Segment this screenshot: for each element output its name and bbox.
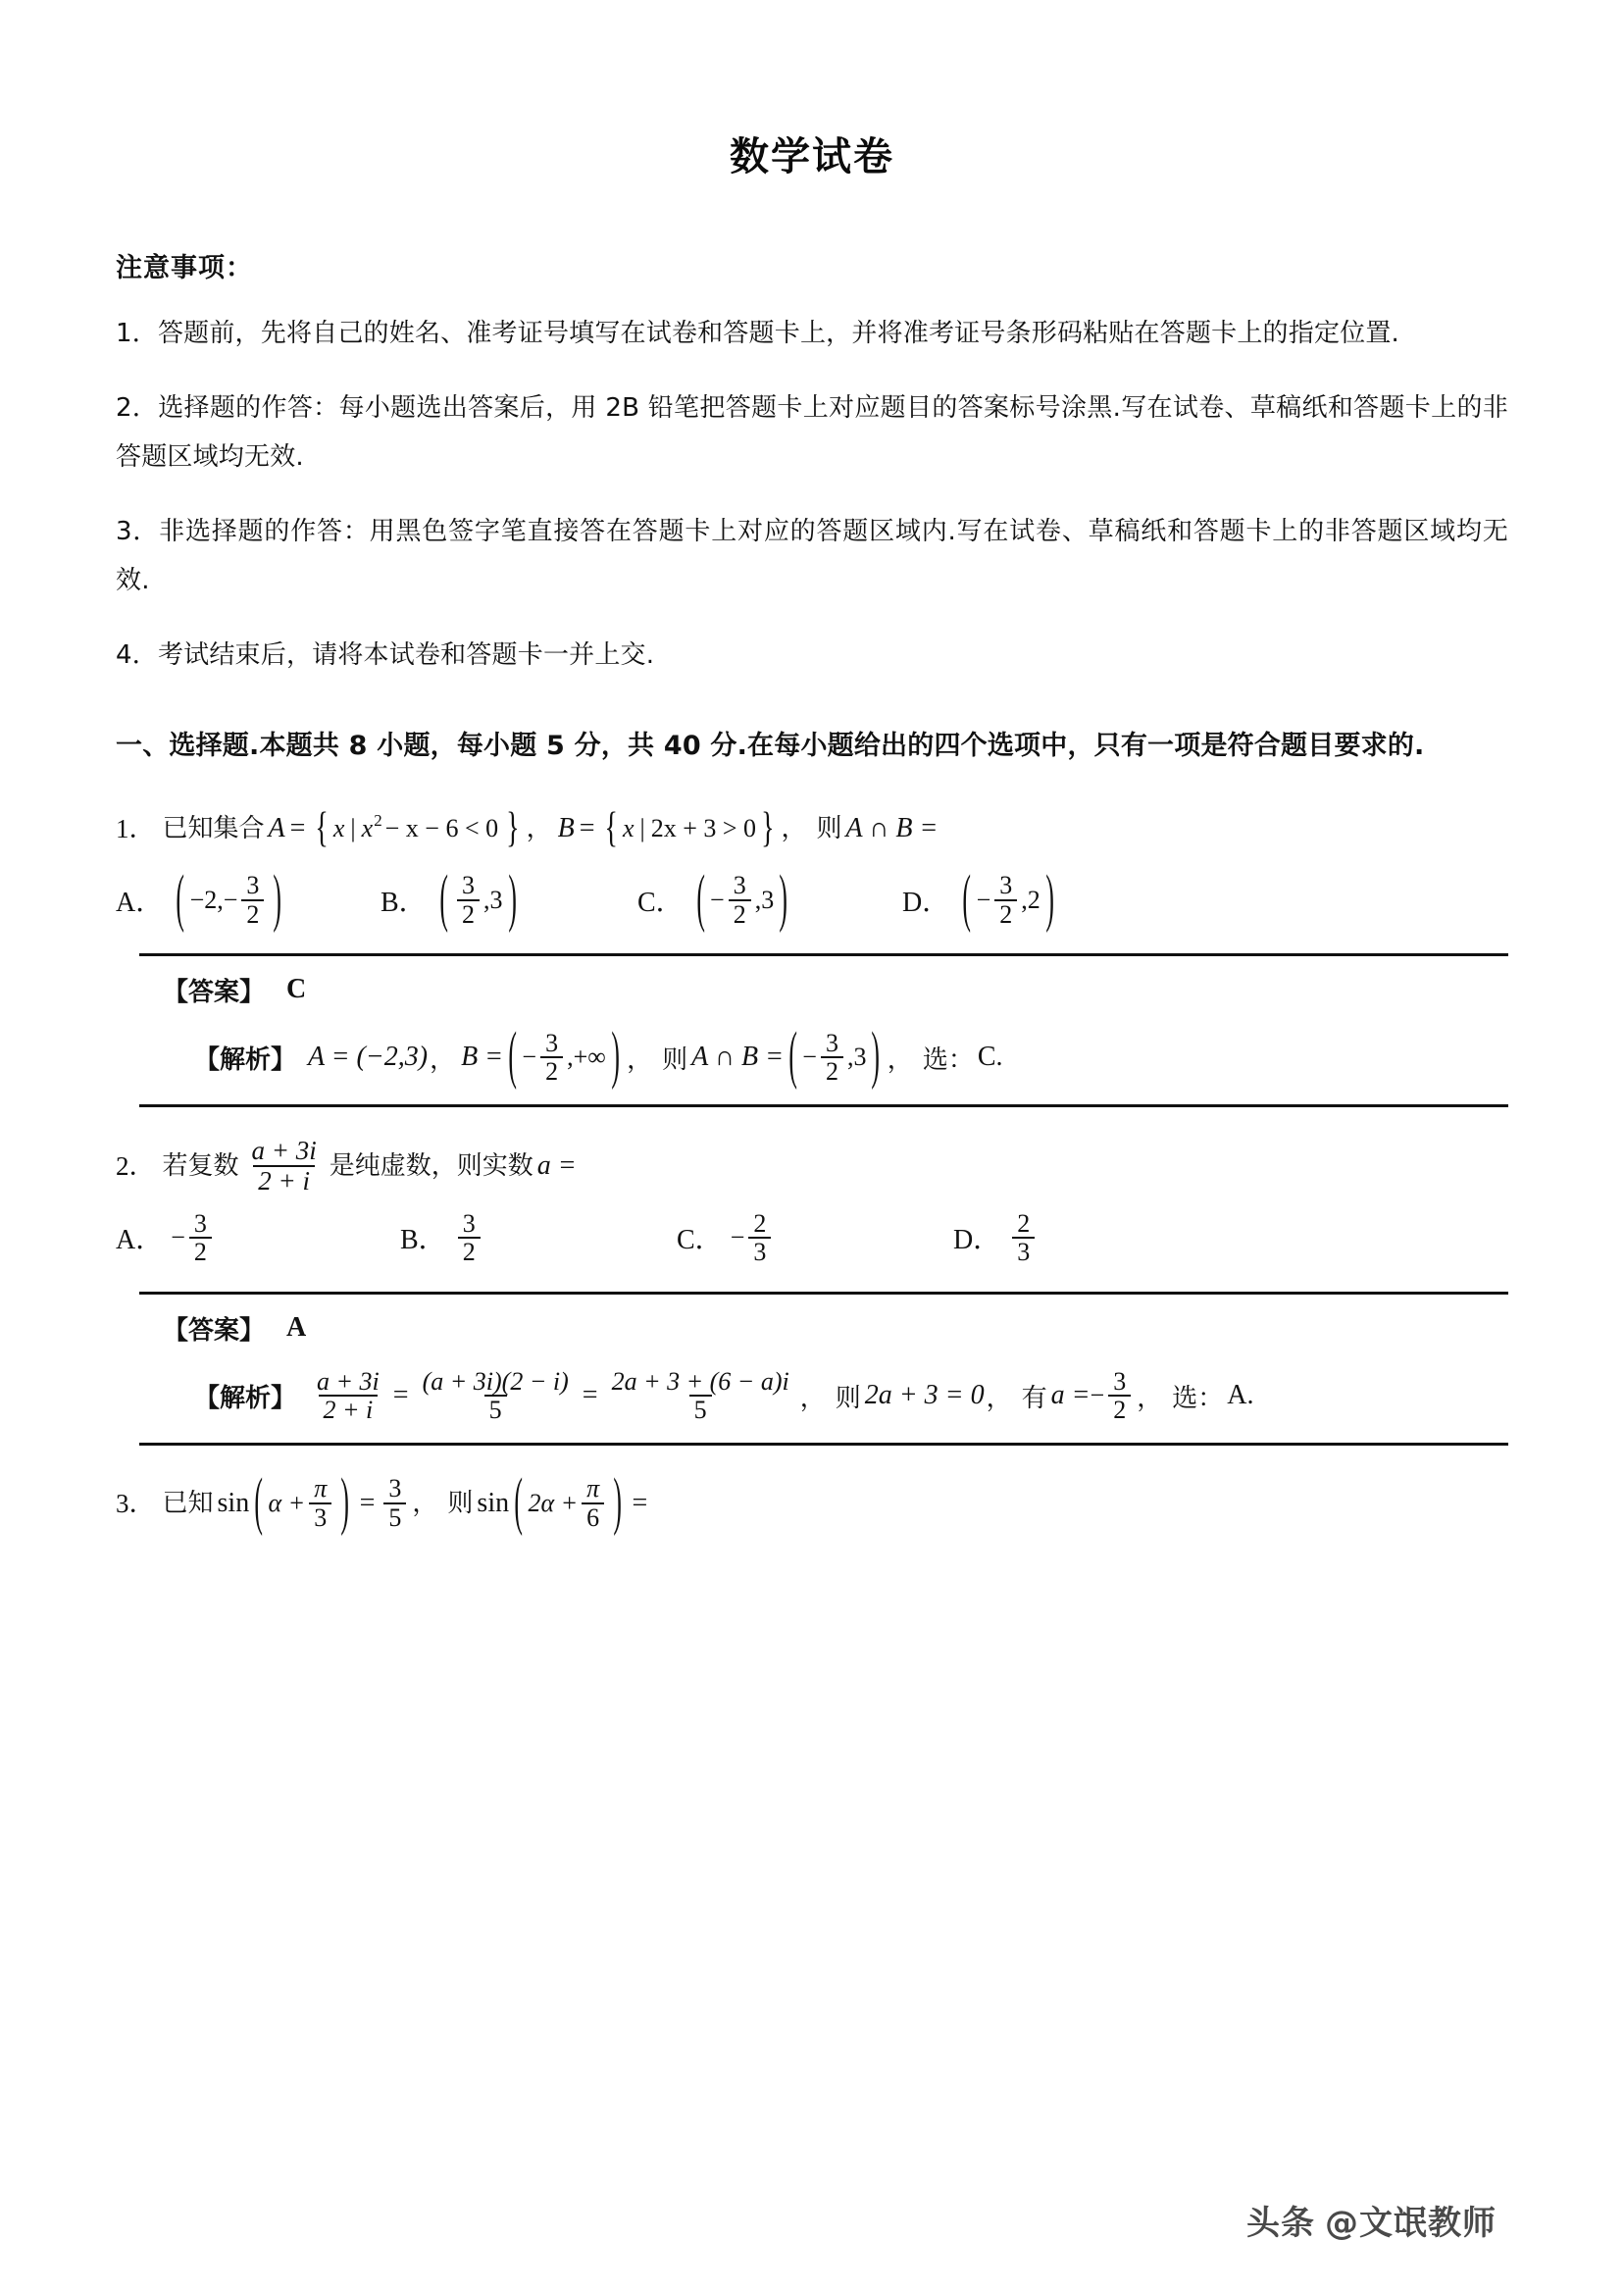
left-paren-icon: ( (508, 1020, 518, 1093)
fraction: $\frac{a + 3i}{2 + i}$ (317, 1366, 380, 1425)
question-3-expr-2: sin ( 2α + $\frac{\pi}{6}$ ) = (477, 1466, 648, 1538)
fraction: $\frac{(a + 3i)(2 - i)}{5}$ (422, 1366, 569, 1425)
fraction: $\frac{3}{2}$ (1108, 1368, 1131, 1424)
right-brace-icon: } (761, 804, 775, 852)
fraction: $\frac{3}{2}$ (241, 872, 264, 928)
left-paren-icon: ( (514, 1466, 524, 1538)
fraction: $\frac{3}{2}$ (457, 872, 480, 928)
right-paren-icon: ) (613, 1466, 623, 1538)
right-paren-icon: ) (871, 1020, 881, 1093)
question-1-analysis: 【解析】 A = (−2,3) ， B = ( − $\frac{3}{2}$ ,+∞ ) ， 则 A ∩ B = ( − $\frac{3}{2}$ ,3 ) ， 选： C. (194, 1020, 1003, 1093)
question-2-option-d[interactable]: D． $\frac{2}{3}$ (953, 1210, 1039, 1266)
fraction: $\frac{a + 3i}{2 + i}$ (251, 1136, 317, 1196)
fraction: $\frac{3}{2}$ (458, 1210, 481, 1266)
left-paren-icon: ( (254, 1466, 264, 1538)
comma-1: ， (526, 814, 552, 844)
fraction: $\frac{3}{5}$ (383, 1475, 406, 1531)
question-1-stem (116, 801, 1508, 856)
fraction: $\frac{2a + 3 + (6 - a)i}{5}$ (611, 1366, 789, 1425)
question-2-fraction (243, 1137, 326, 1195)
notice-item-4: 4．考试结束后，请将本试卷和答题卡一并上交. (116, 639, 655, 670)
notice-heading: 注意事项： (116, 253, 253, 283)
question-2-stem-mid: 是纯虚数，则实数 (329, 1150, 533, 1181)
question-2-answer: 【答案】 A (163, 1312, 307, 1346)
question-3 (116, 1466, 1508, 1538)
left-paren-icon: ( (439, 862, 448, 935)
page-title: 数学试卷 (730, 134, 894, 179)
fraction: $\frac{3}{2}$ (729, 872, 751, 928)
question-1-option-d[interactable]: D． ( − $\frac{3}{2}$ ,2 ) (902, 862, 1054, 935)
fraction: $\frac{2}{3}$ (1012, 1210, 1035, 1266)
fraction: $\frac{3}{2}$ (189, 1210, 212, 1266)
question-2-option-a[interactable]: A． − $\frac{3}{2}$ (116, 1210, 400, 1266)
question-1-then: 则 (816, 814, 842, 844)
question-1-options (116, 862, 1508, 935)
question-2-answer-box (139, 1292, 1508, 1447)
question-1-stem-prefix: 已知集合 (162, 814, 265, 844)
question-1-option-c[interactable]: C． ( − $\frac{3}{2}$ ,3 ) (637, 862, 788, 935)
question-2-number: 2． (116, 1150, 156, 1181)
question-3-stem: 3． 已知 sin ( α + $\frac{\pi}{3}$ ) = $\frac{3}{5}$ ， 则 sin ( 2α + $\frac{\pi}{6}$ ) = (116, 1475, 1508, 1531)
question-2-stem-prefix: 若复数 (162, 1150, 239, 1181)
right-paren-icon: ) (1045, 862, 1054, 935)
fraction: $\frac{2}{3}$ (748, 1210, 771, 1266)
set-a-braces: { x | x 2 − x − 6 < 0 } (310, 803, 524, 854)
question-2-stem (116, 1137, 1508, 1195)
right-brace-icon: } (506, 804, 520, 852)
watermark-brand: 头条 (1246, 2204, 1315, 2243)
right-paren-icon: ) (273, 862, 282, 935)
question-3-expr-1: sin ( α + $\frac{\pi}{3}$ ) = $\frac{3}{5}$ (218, 1475, 411, 1531)
set-bar-icon: | (350, 814, 356, 843)
left-paren-icon: ( (962, 862, 972, 935)
question-1-set-b: B = { x | 2x + 3 > 0 } (558, 801, 780, 856)
right-paren-icon: ) (340, 1466, 350, 1538)
watermark (1246, 2196, 1497, 2244)
question-1-answer-box (139, 953, 1508, 1108)
comma-2: ， (781, 814, 807, 844)
question-2 (116, 1137, 1508, 1446)
right-paren-icon: ) (611, 1020, 620, 1093)
question-2-option-b[interactable]: B． $\frac{3}{2}$ (400, 1210, 677, 1266)
watermark-handle: @文氓教师 (1325, 2204, 1497, 2243)
question-1 (116, 801, 1508, 1107)
left-brace-icon: { (604, 804, 618, 852)
right-paren-icon: ) (507, 862, 517, 935)
left-paren-icon: ( (696, 862, 705, 935)
question-2-option-c[interactable]: C． − $\frac{2}{3}$ (677, 1210, 953, 1266)
fraction: $\frac{\pi}{6}$ (582, 1475, 604, 1531)
question-3-stem-prefix: 已知 (162, 1488, 214, 1518)
question-1-number: 1． (116, 814, 156, 844)
question-3-number: 3． (116, 1488, 156, 1518)
fraction: $\frac{3}{2}$ (994, 872, 1017, 928)
question-1-option-a[interactable]: A． ( −2, − $\frac{3}{2}$ ) (116, 862, 282, 935)
question-1-intersection: A ∩ B = (845, 813, 939, 844)
left-paren-icon: ( (788, 1020, 797, 1093)
notice-item-2: 2．选择题的作答：每小题选出答案后，用 2B 铅笔把答题卡上对应题目的答案标号涂黑.写在试卷、草稿纸和答题卡上的非答题区域均无效. (116, 392, 1508, 472)
question-2-analysis: 【解析】 $\frac{a + 3i}{2 + i}$ = $\frac{(a + 3i)(2 - i)}{5}$ = $\frac{2a + 3 + (6 - a)i}{5}$ ， 则 2a + 3 = 0 ， 有 a = − $\frac{3}{2}$ ， 选： A. (194, 1366, 1254, 1425)
question-2-options (116, 1210, 1508, 1266)
set-b-braces: { x | 2x + 3 > 0 } (600, 803, 780, 854)
notice-list (116, 310, 1508, 680)
fraction: $\frac{\pi}{3}$ (309, 1475, 331, 1531)
left-brace-icon: { (315, 804, 329, 852)
left-paren-icon: ( (176, 862, 185, 935)
question-2-var: a = (536, 1149, 577, 1181)
notice-item-1: 1．答题前，先将自己的姓名、准考证号填写在试卷和答题卡上，并将准考证号条形码粘贴在答题卡上的指定位置. (116, 319, 1400, 348)
right-paren-icon: ) (779, 862, 788, 935)
fraction: $\frac{3}{2}$ (540, 1030, 563, 1086)
section-heading-choice: 一、选择题.本题共 8 小题，每小题 5 分，共 40 分.在每小题给出的四个选项中，只有一项是符合题目要求的. (116, 731, 1425, 762)
set-bar-icon: | (639, 814, 645, 843)
question-1-set-a: A = { x | x 2 − x − 6 < 0 } (269, 801, 525, 856)
notice-item-3: 3．非选择题的作答：用黑色签字笔直接答在答题卡上对应的答题区域内.写在试卷、草稿纸和答题卡上的非答题区域均无效. (116, 516, 1508, 595)
question-1-answer: 【答案】 C (163, 974, 307, 1007)
question-1-option-b[interactable]: B． ( $\frac{3}{2}$ ,3 ) (381, 862, 517, 935)
fraction: $\frac{3}{2}$ (821, 1030, 843, 1086)
